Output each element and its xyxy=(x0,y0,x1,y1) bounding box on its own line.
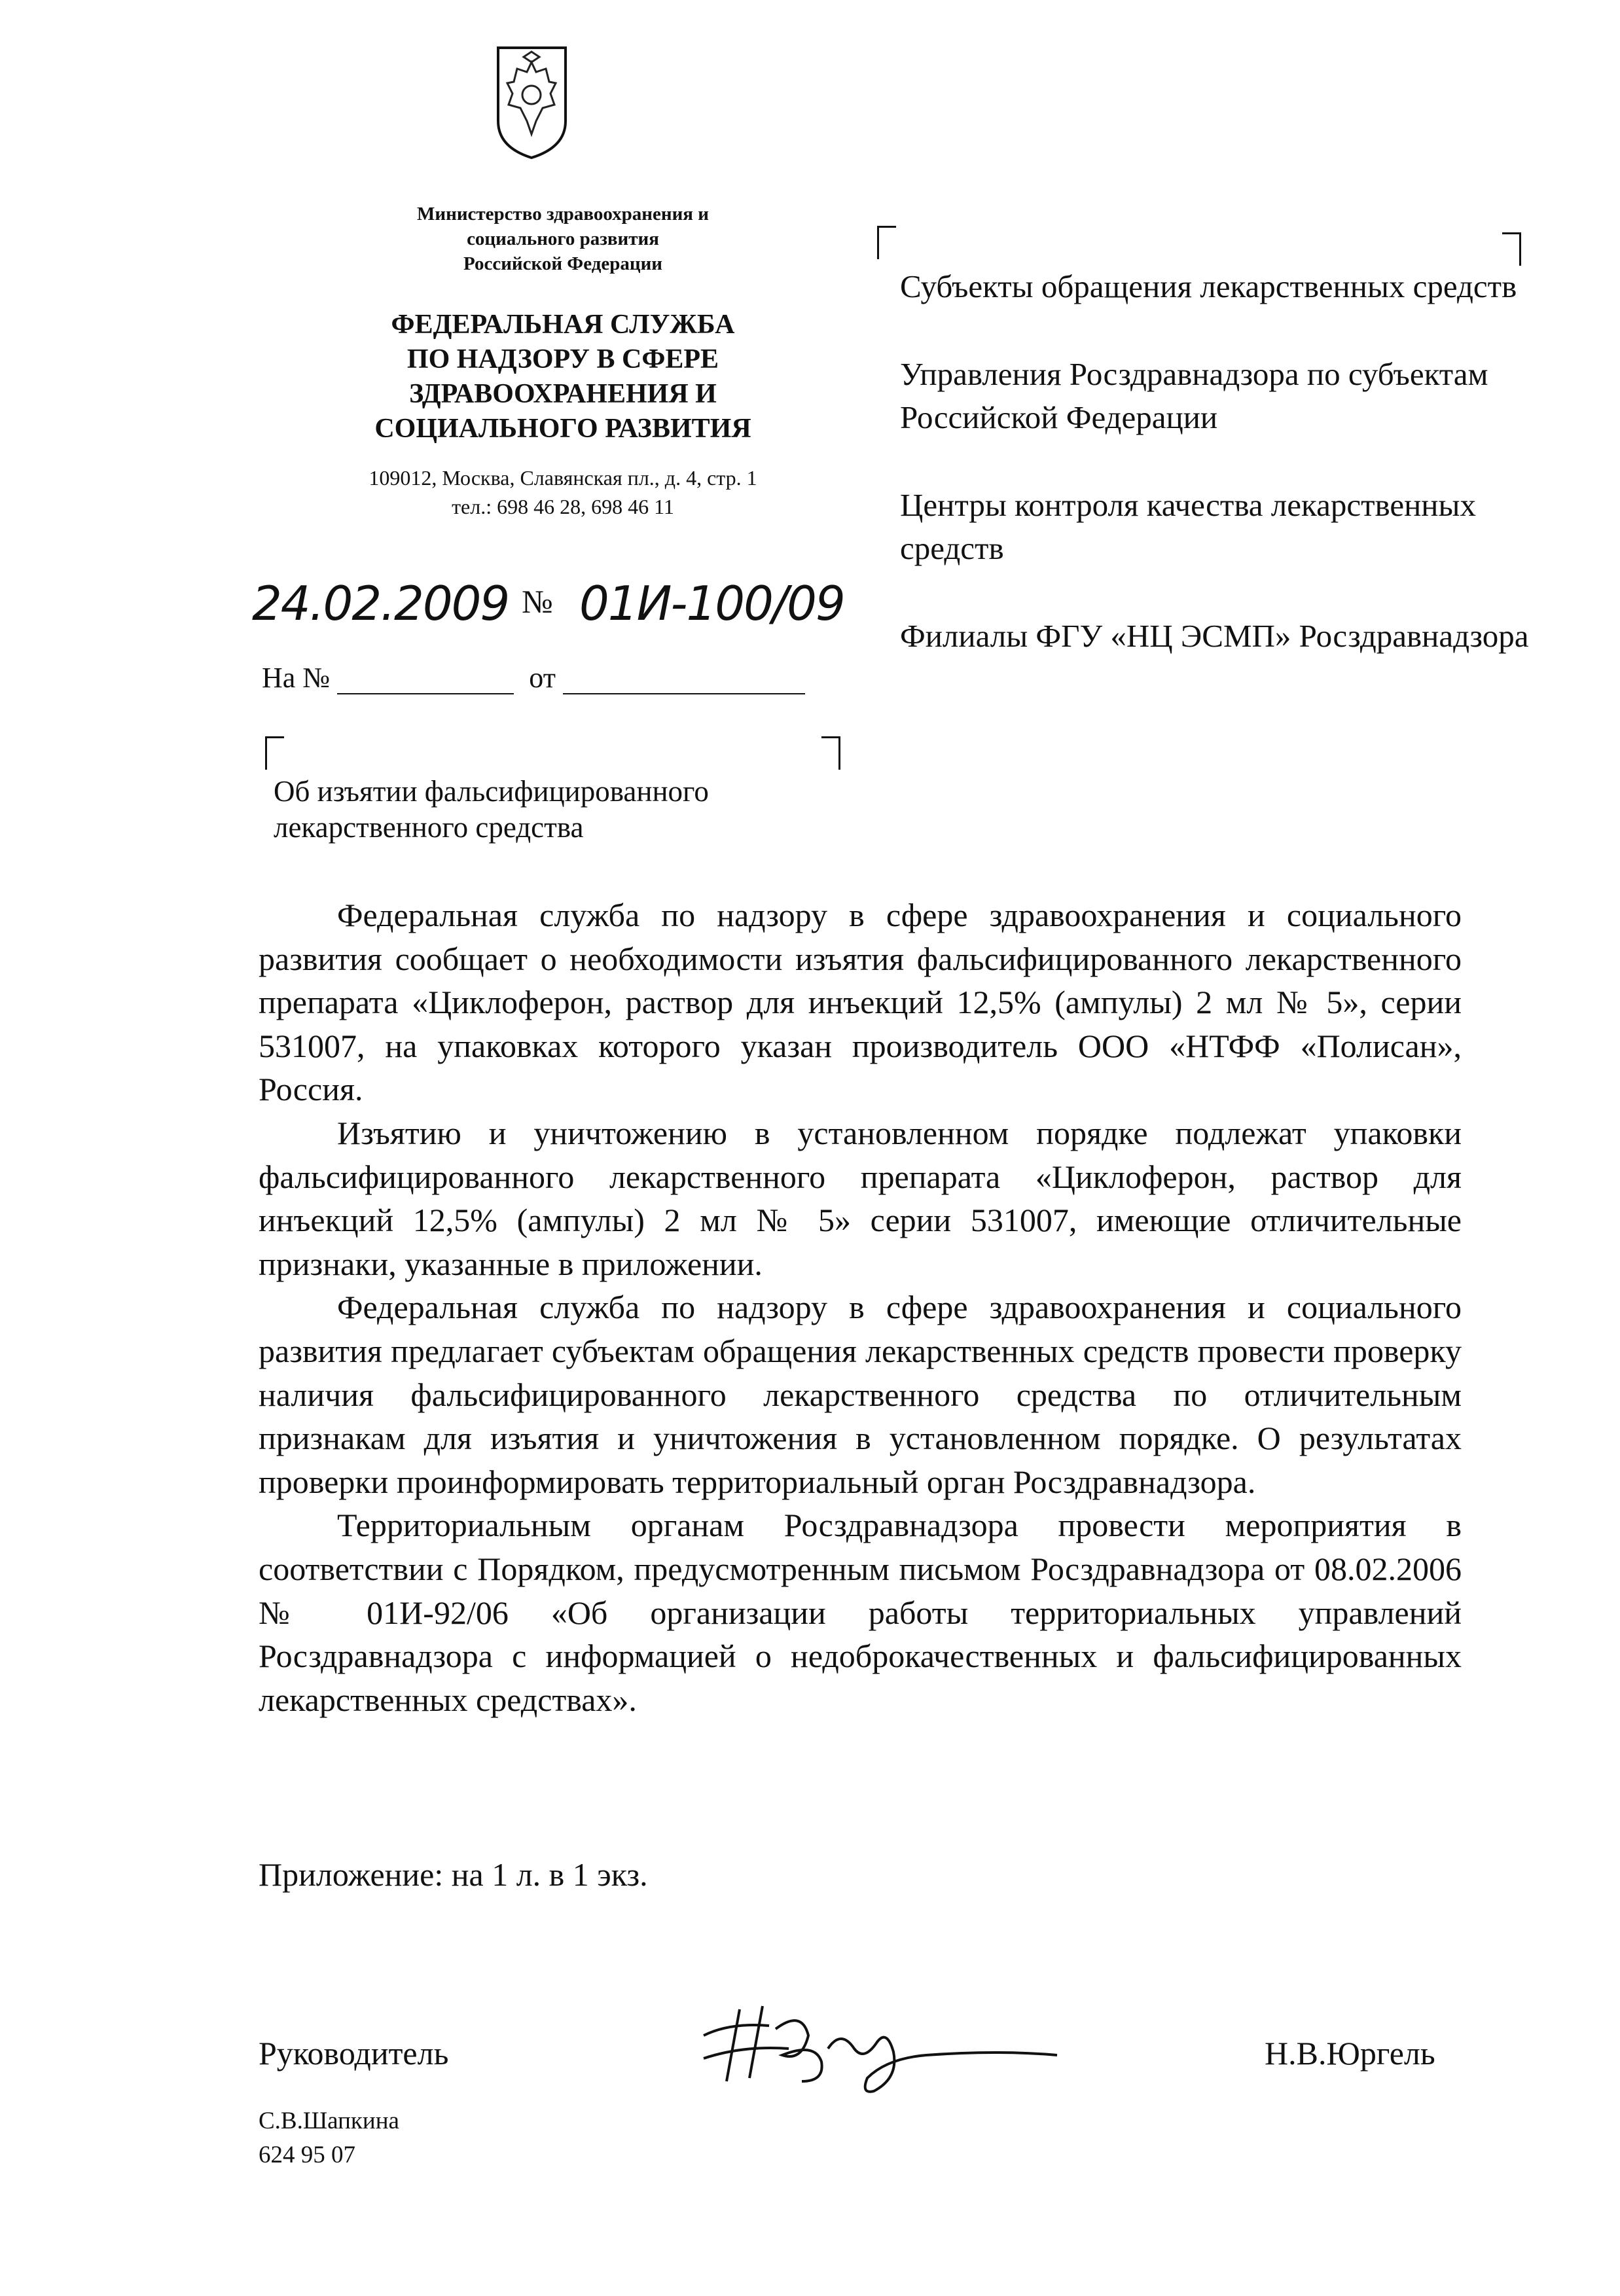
ministry-line: Министерство здравоохранения и xyxy=(417,204,709,224)
address-line: 109012, Москва, Славянская пл., д. 4, стр. 1 xyxy=(369,466,757,490)
recipient-item: Субъекты обращения лекарственных средств xyxy=(900,268,1517,304)
appendix-note: Приложение: на 1 л. в 1 экз. xyxy=(259,1856,648,1893)
service-address xyxy=(288,463,838,521)
body-paragraph: Изъятию и уничтожению в установленном порядке подлежат упаковки фальсифицированного лекарственного препарата «Циклоферон, раствор для инъекций 12,5% (ампулы) 2 мл № 5» серии 531007, имеющие отличительные признаки, указанные в приложении. xyxy=(259,1114,1462,1282)
body-paragraph: Территориальным органам Росздравнадзора провести мероприятия в соответствии с Порядком, предусмотренным письмом Росздравнадзора от 08.02.2006 № 01И-92/06 «Об организации работы территориальных управлений Росздравнадзора с информацией о недоброкачественных и фальсифицированных лекарственных средствах». xyxy=(259,1507,1462,1718)
recipient-item: Филиалы ФГУ «НЦ ЭСМП» Росздравнадзора xyxy=(900,618,1529,654)
number-sign: № xyxy=(522,583,553,620)
reply-number-label: На № xyxy=(262,662,331,694)
recipient-bracket-right xyxy=(1502,232,1521,266)
subject-bracket-right xyxy=(821,736,840,770)
letter-subject xyxy=(274,774,797,846)
service-line: ПО НАДЗОРУ В СФЕРЕ xyxy=(406,344,719,374)
ministry-line: социального развития xyxy=(467,228,659,249)
executor-name: С.В.Шапкина xyxy=(259,2108,399,2134)
recipient-item: Центры контроля качества лекарственных средств xyxy=(900,487,1476,566)
handwritten-signature-icon xyxy=(691,1990,1070,2094)
reply-reference xyxy=(262,661,805,694)
address-line: тел.: 698 46 28, 698 46 11 xyxy=(452,495,674,518)
signer-title: Руководитель xyxy=(259,2035,449,2072)
reply-date-label: от xyxy=(529,662,556,694)
registration-date: 24.02.2009 xyxy=(252,576,509,631)
service-line: СОЦИАЛЬНОГО РАЗВИТИЯ xyxy=(374,414,751,444)
recipient-bracket-left xyxy=(877,226,896,259)
executor-phone: 624 95 07 xyxy=(259,2142,355,2168)
body-paragraph: Федеральная служба по надзору в сфере здравоохранения и социального развития предлагает субъектам обращения лекарственных средств провести проверку наличия фальсифицированного лекарственного средства по отличительным признакам для изъятия и уничтожения в установленном порядке. О результатах проверки проинформировать территориальный орган Росздравнадзора. xyxy=(259,1289,1462,1500)
executor-info xyxy=(259,2104,399,2172)
coat-of-arms-icon xyxy=(494,43,569,160)
reply-date-blank xyxy=(563,667,805,694)
subject-bracket-left xyxy=(265,736,284,770)
signer-name: Н.В.Юргель xyxy=(1265,2035,1435,2072)
service-name xyxy=(314,308,812,446)
body-paragraph: Федеральная служба по надзору в сфере здравоохранения и социального развития сообщает о необходимости изъятия фальсифицированного лекарственного препарата «Циклоферон, раствор для инъекций 12,5% (ампулы) 2 мл № 5», серии 531007, на упаковках которого указан производитель ООО «НТФФ «Полисан», Россия. xyxy=(259,897,1462,1108)
recipient-list xyxy=(900,265,1555,702)
service-line: ФЕДЕРАЛЬНАЯ СЛУЖБА xyxy=(391,310,735,340)
service-line: ЗДРАВООХРАНЕНИЯ И xyxy=(409,379,717,409)
reply-number-blank xyxy=(337,667,514,694)
recipient-item: Управления Росздравнадзора по субъектам Российской Федерации xyxy=(900,356,1488,435)
registration-line xyxy=(252,576,861,631)
ministry-line: Российской Федерации xyxy=(463,253,662,274)
ministry-name xyxy=(340,202,785,276)
subject-line: Об изъятии фальсифицированного xyxy=(274,775,709,808)
subject-line: лекарственного средства xyxy=(274,811,584,844)
letter-body xyxy=(259,893,1462,1721)
registration-number: 01И-100/09 xyxy=(579,576,844,631)
